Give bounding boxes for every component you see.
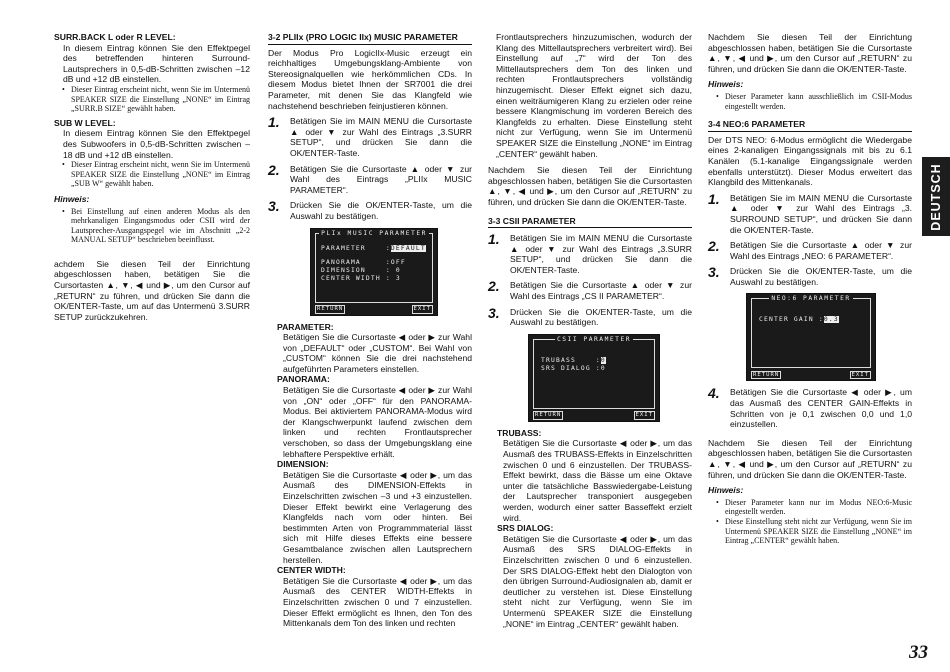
column-1 (54, 32, 250, 322)
heading-srs-dialog: SRS DIALOG: (497, 523, 554, 534)
step-2: 2. Betätigen Sie die Cursortaste ▲ oder ▼ zur Wahl des Eintrags „PLIIx MUSIC PARAMETER“. (268, 161, 472, 195)
paragraph-sub-w-level: In diesem Eintrag können Sie den Effektpegel des Subwoofers in 0,5-dB-Schritten zwischen –18 dB und +12 dB einstellen. (63, 128, 250, 160)
note-mode: • Bei Einstellung auf einen anderen Modus als den mehrkanaligen Eingangsmodus oder CSII wird der Lautsprecher-Ausgangspegel wie im Abschnitt „2-2 MANUAL SETUP“ beschrieben beeinflusst. (62, 206, 250, 245)
column-2 (268, 32, 472, 629)
column-4 (708, 32, 912, 546)
step-3: 3. Drücken Sie die OK/ENTER-Taste, um die Auswahl zu bestätigen. (488, 304, 692, 328)
step-4: 4. Betätigen Sie die Cursortaste ◀ oder ▶, um das Ausmaß des CENTER GAIN-Effekts in Schritten von je 0,1 zwischen 0,0 und 1,0 einzustellen. (708, 385, 912, 430)
heading-parameter: PARAMETER: (277, 321, 334, 332)
paragraph-parameter: Betätigen Sie die Cursortaste ◀ oder ▶ zur Wahl von „DEFAULT“ oder „CUSTOM“. Bei Wahl von „CUSTOM“ können Sie die drei nachstehend aufgeführten Parameters einstellen. (283, 332, 472, 374)
note-surr-back: • Dieser Eintrag erscheint nicht, wenn Sie im Untermenü SPEAKER SIZE die Einstellung „NONE“ im Eintrag „SURR.B SIZE“ gewählt haben. (62, 84, 250, 114)
osd-exit-button[interactable]: EXIT (635, 412, 653, 419)
paragraph-csII-return: Nachdem Sie diesen Teil der Einrichtung abgeschlossen haben, betätigen Sie die Cursortaste ▲, ▼, ◀ und ▶, um den Cursor auf „RETURN“ zu führen, und drücken Sie dann die OK/ENTER-Taste. (708, 32, 912, 74)
language-tab-deutsch: DEUTSCH (922, 157, 950, 236)
osd-return-button[interactable]: RETURN (753, 371, 780, 378)
hinweis-heading: Hinweis: (708, 485, 744, 496)
step-3: 3. Drücken Sie die OK/ENTER-Taste, um die Auswahl zu bestätigen. (268, 198, 472, 221)
paragraph-center-width-cont: Frontlautsprechers hinzuzumischen, wodurch der Klang des Mittellautsprechers verbreitert wird). Bei Einstellung auf „7“ wird der Ton des Mittellautsprechers dem Ton des linken und rechten Frontlautsprechers vollständig hinzugemischt. Dieser Effekt eignet sich dazu, einen weiträumigeren Klang zu erzielen oder reine bessere Klangmischung im vorderen Bereich des Klangfelds zu erhalten. Diese Einstellung steht nicht zur Verfügung, wenn Sie im Untermenü SPEAKER SIZE die Einstellung „NONE“ im Eintrag „CENTER“ gewählt haben. (496, 32, 692, 159)
osd-exit-button[interactable]: EXIT (851, 371, 869, 378)
step-1: 1. Betätigen Sie im MAIN MENU die Cursortaste ▲ oder ▼ zur Wahl des Eintrags „3.SURR SETUP“, und drücken Sie dann die OK/ENTER-Taste. (268, 114, 472, 158)
osd-return-button[interactable]: RETURN (317, 305, 344, 312)
paragraph-srs-dialog: Betätigen Sie die Cursortaste ◀ oder ▶, um das Ausmaß des SRS DIALOG-Effekts in Einzelschritten zwischen 0 und 6 einzustellen. Der SRS DIALOG-Effekt hebt den Dialogton von den übrigen Surround-Audiosignalen ab, damit er deutlicher zu verstehen ist. Diese Einstellung steht nicht zur Verfügung, wenn Sie im Untermenü SPEAKER SIZE die Einstellung „NONE“ im Eintrag „CENTER“ gewählt haben. (503, 533, 692, 629)
paragraph-panorama: Betätigen Sie die Cursortaste ◀ oder ▶ zur Wahl von „ON“ oder „OFF“ für den PANORAMA-Modus. Bei aktiviertem PANORAMA-Modus wird der Klangschwerpunkt laufend zwischen dem linken und rechten Frontlautsprecher verschoben, so dass der Umgebungsklang eine lebhaftere Perspektive erhält. (283, 385, 472, 459)
osd-row-center-gain: CENTER GAIN :0.3 (759, 316, 839, 324)
paragraph-trubass: Betätigen Sie die Cursortaste ◀ oder ▶, um das Ausmaß des TRUBASS-Effekts in Einzelschritten zwischen 0 und 6 einzustellen. Der TRUBASS-Effekt bewirkt, dass die Bässe um eine Oktave unter die tatsächliche Basswiedergabe-Leistung der Lautsprecher transponiert ausgegeben werden, wodurch einer satter Basseffekt erzielt wird. (503, 438, 692, 523)
osd-row-dimension: DIMENSION : 0 (321, 266, 401, 274)
osd-return-button[interactable]: RETURN (535, 412, 562, 419)
note-sub-w: • Dieser Eintrag erscheint nicht, wenn Sie im Untermenü SPEAKER SIZE die Einstellung „NONE“ im Eintrag „SUB W“ gewählt haben. (62, 160, 250, 189)
osd-csII-screen (528, 334, 660, 422)
section-title-csII: 3-3 CSII PARAMETER (488, 216, 692, 229)
paragraph-dimension: Betätigen Sie die Cursortaste ◀ oder ▶, um das Ausmaß des DIMENSION-Effekts in Einzelschritten zwischen –3 und +3 einzustellen. Dieser Effekt bewirkt eine Verlagerung des Klangfelds nach vorn oder hinten. Bei bestimmten Arten von Programmmaterial lässt sich mit Hilfe dieses Effekts eine bessere Gesamtbalance zwischen allen Lautsprechern herstellen. (283, 469, 472, 565)
note-csII-only: • Dieser Parameter kann ausschließlich im CSII-Modus eingestellt werden. (716, 91, 912, 111)
note-neo6-music: • Dieser Parameter kann nur im Modus NEO:6-Music eingestellt werden. (716, 497, 912, 517)
heading-dimension: DIMENSION: (277, 459, 329, 470)
heading-surr-back-level: SURR.BACK L oder R LEVEL: (54, 32, 176, 42)
page-number: 33 (909, 642, 928, 663)
osd-title: CSII PARAMETER (556, 335, 632, 343)
osd-exit-button[interactable]: EXIT (413, 305, 431, 312)
hinweis-heading: Hinweis: (54, 193, 90, 204)
column-3 (488, 32, 692, 629)
section-title-plIIx: 3-2 PLIIx (PRO LOGIC IIx) MUSIC PARAMETER (268, 32, 472, 45)
osd-row-panorama: PANORAMA :OFF (321, 258, 406, 266)
osd-row-center-width: CENTER WIDTH : 3 (321, 274, 401, 282)
osd-title: PLIx MUSIC PARAMETER (321, 229, 427, 237)
hinweis-heading: Hinweis: (708, 79, 744, 90)
step-2: 2. Betätigen Sie die Cursortaste ▲ oder ▼ zur Wahl des Eintrags „CS II PARAMETER“. (488, 278, 692, 302)
step-3: 3. Drücken Sie die OK/ENTER-Taste, um die Auswahl zu bestätigen. (708, 264, 912, 287)
heading-trubass: TRUBASS: (497, 427, 542, 438)
step-2: 2. Betätigen Sie die Cursortaste ▲ oder ▼ zur Wahl des Eintrags „NEO: 6 PARAMETER“. (708, 238, 912, 261)
osd-row-trubass: TRUBASS :0 (541, 356, 606, 364)
section-title-neo6: 3-4 NEO:6 PARAMETER (708, 119, 912, 132)
osd-title: NEO:6 PARAMETER (771, 295, 851, 303)
step-1: 1. Betätigen Sie im MAIN MENU die Cursortaste ▲ oder ▼ zur Wahl des Eintrags „3. SURROUND SETUP“, und drücken Sie dann die OK/ENTER-Taste. (708, 190, 912, 235)
paragraph-center-width: Betätigen Sie die Cursortaste ◀ oder ▶, um das Ausmaß des CENTER WIDTH-Effekts in Einzelschritten zwischen 0 und 7 einzustellen. Dieser Effekt ermöglicht es Ihnen, den Ton des Mittenkanals dem Ton des linken und rechten (283, 575, 472, 629)
note-center-none: • Diese Einstellung steht nicht zur Verfügung, wenn Sie im Untermenü SPEAKER SIZE die Einstellung „NONE“ im Eintrag „CENTER“ gewählt haben. (716, 517, 912, 546)
paragraph-plIIx-return: Nachdem Sie diesen Teil der Einrichtung abgeschlossen haben, betätigen Sie die Cursortasten ▲, ▼, ◀ und ▶, um den Cursor auf „RETURN“ zu führen, und drücken Sie dann die OK/ENTER-Taste. (488, 165, 693, 207)
paragraph-neo6-return: Nachdem Sie diesen Teil der Einrichtung abgeschlossen haben, betätigen Sie die Cursortasten ▲, ▼, ◀ und ▶, um den Cursor auf „RETURN“ zu führen, und drücken Sie dann die OK/ENTER-Taste. (708, 437, 913, 480)
paragraph-return: achdem Sie diesen Teil der Einrichtung abgeschlossen haben, betätigen Sie die Cursortasten ▲, ▼, ◀ und ▶, um den Cursor auf „RETURN“ zu führen, und drücken Sie dann die OK/ENTER-Taste, um auf das Untermenü 3.SURR SETUP zurückzukehren. (54, 258, 250, 322)
paragraph-plIIx-intro: Der Modus Pro LogicIIx-Music erzeugt ein reichhaltiges Umgebungsklang-Ambiente von Stereosignalquellen wie herkömmlichen CDs. In diesem Modus bietet Ihnen der SR7001 die drei Parameter, mit denen Sie das Klangfeld wie nachstehend beschrieben feinjustieren können. (268, 47, 472, 111)
heading-panorama: PANORAMA: (277, 374, 330, 385)
heading-center-width: CENTER WIDTH: (277, 565, 346, 576)
step-1: 1. Betätigen Sie im MAIN MENU die Cursortaste ▲ oder ▼ zur Wahl des Eintrags „3.SURR SETUP“, und drücken Sie dann die OK/ENTER-Taste. (488, 231, 692, 275)
osd-neo6-screen (746, 293, 876, 381)
osd-row-srs-dialog: SRS DIALOG :0 (541, 364, 606, 372)
paragraph-surr-back-level: In diesem Eintrag können Sie den Effektpegel des betreffenden hinteren Surround-Lautsprechers in 0,5-dB-Schritten zwischen –12 dB und +12 dB einstellen. (63, 42, 250, 85)
paragraph-neo6-intro: Der DTS NEO: 6-Modus ermöglicht die Wiedergabe eines 2-kanaligen Eingangssignals mit bis zu 6.1 Kanälen (5.1-kanalige Eingangssignale werden ebenfalls unterstützt). Dieser Modus erweitert das Klangbild des Mittenkanals. (708, 134, 912, 188)
osd-row-parameter: PARAMETER :DEFAULT (321, 244, 426, 252)
heading-sub-w-level: SUB W LEVEL: (54, 117, 116, 128)
osd-plIIx-screen (310, 228, 438, 316)
